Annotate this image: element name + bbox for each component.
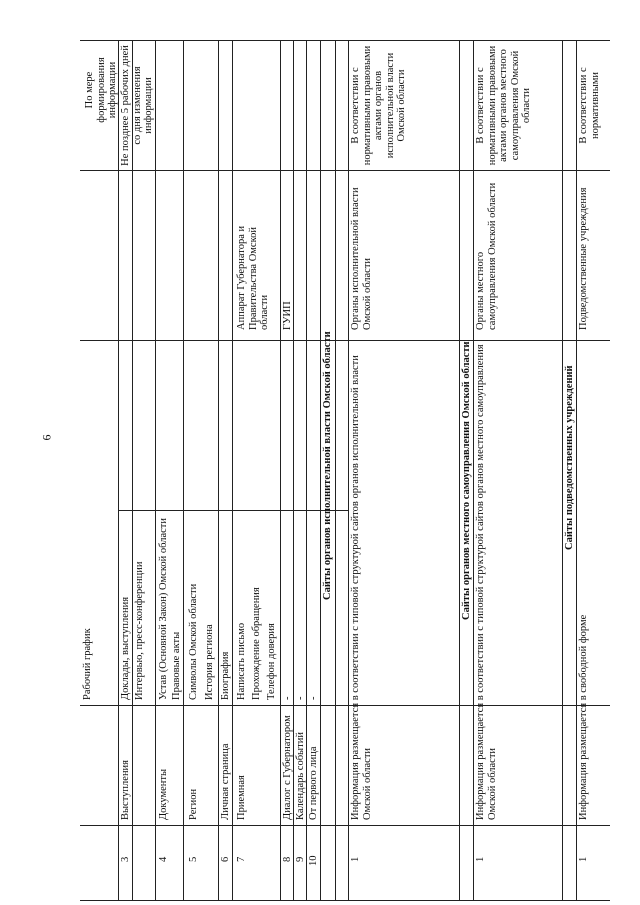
section-num: 1 <box>475 856 486 862</box>
row-name: Выступления <box>120 759 131 820</box>
section-text: Информация размещается в свободной форме <box>578 614 589 820</box>
table-line <box>118 510 348 511</box>
table-line <box>132 40 133 900</box>
table-line <box>335 40 336 900</box>
row-item: - <box>295 696 306 700</box>
row-name: Документы <box>158 768 169 820</box>
table-line <box>280 40 281 900</box>
row-item: Написать письмо <box>236 622 247 700</box>
table-line <box>320 40 321 900</box>
row-item: Доклады, выступления <box>120 596 131 700</box>
row-item: Символы Омской области <box>188 583 199 700</box>
table-line <box>473 40 474 900</box>
table-line <box>80 170 610 171</box>
row-name: Диалог с Губернатором <box>282 715 293 820</box>
row-name: Регион <box>188 788 199 820</box>
table-line <box>80 340 610 341</box>
section-text: Информация размещается в соответствии с типовой структурой сайтов органов исполнительной власти Омской области <box>350 355 373 820</box>
row-name: Личная страница <box>220 743 231 820</box>
row-item: Биография <box>220 651 231 700</box>
table-line <box>80 705 610 706</box>
row-responsible: Аппарат Губернатора и Правительства Омской области <box>236 225 270 330</box>
row-item: Интервью, пресс-конференции <box>134 561 145 700</box>
row-num-10: 10 <box>308 855 319 866</box>
row-item: - <box>282 696 293 700</box>
table-line <box>348 40 349 900</box>
section-term: В соответствии с нормативными правовыми актами органов исполнительной власти Омской области <box>350 45 407 166</box>
section-term: В соответствии с нормативными правовыми актами органов местного самоуправления Омской области <box>475 45 532 166</box>
section-text: Информация размещается в соответствии с типовой структурой сайтов органов местного самоуправления Омской области <box>475 344 498 820</box>
table-border-top <box>80 40 610 41</box>
row-item: - <box>308 696 319 700</box>
row-item: Телефон доверия <box>266 623 277 700</box>
table-line <box>562 40 563 900</box>
row-num-4: 4 <box>158 856 169 862</box>
header-col4: По мере формирования информации <box>84 57 118 123</box>
section-num: 1 <box>578 856 589 862</box>
table-line <box>576 40 577 900</box>
header-col2: Рабочий график <box>82 628 93 700</box>
section-num: 1 <box>350 856 361 862</box>
row-num-9: 9 <box>295 856 306 862</box>
row-item: История региона <box>204 624 215 700</box>
row-num-3: 3 <box>120 856 131 862</box>
row-responsible: ГУИП <box>282 301 293 330</box>
page-number: 6 <box>39 434 54 441</box>
table-line <box>459 40 460 900</box>
section-resp: Органы местного самоуправления Омской области <box>475 182 498 330</box>
section-title: Сайты органов местного самоуправления Омской области <box>461 341 472 620</box>
section-resp: Органы исполнительной власти Омской области <box>350 187 373 330</box>
table-line <box>218 40 219 900</box>
row-name: Календарь событий <box>295 732 306 820</box>
table-border-left <box>118 40 119 900</box>
section-title: Сайты подведомственных учреждений <box>564 365 575 550</box>
row-num-5: 5 <box>188 856 199 862</box>
table-line <box>155 40 156 900</box>
section-title: Сайты органов исполнительной власти Омской области <box>322 331 333 600</box>
row-item: Прохождение обращения <box>251 587 262 700</box>
row-name: Приемная <box>236 775 247 820</box>
section-resp: Подведомственные учреждения <box>578 187 589 330</box>
row-item: Устав (Основной Закон) Омской области <box>158 517 169 700</box>
row-name: От первого лица <box>308 746 319 820</box>
table-line <box>232 40 233 900</box>
row-num-8: 8 <box>282 856 293 862</box>
header-col4b: Не позднее 5 рабочих дней со дня изменения информации <box>120 45 154 166</box>
table-line <box>183 40 184 900</box>
row-num-7: 7 <box>236 856 247 862</box>
section-term: В соответствии с нормативными <box>578 67 601 144</box>
row-item: Правовые акты <box>171 631 182 700</box>
table-border-bottom <box>80 900 610 901</box>
row-num-6: 6 <box>220 856 231 862</box>
table-line <box>80 825 610 826</box>
